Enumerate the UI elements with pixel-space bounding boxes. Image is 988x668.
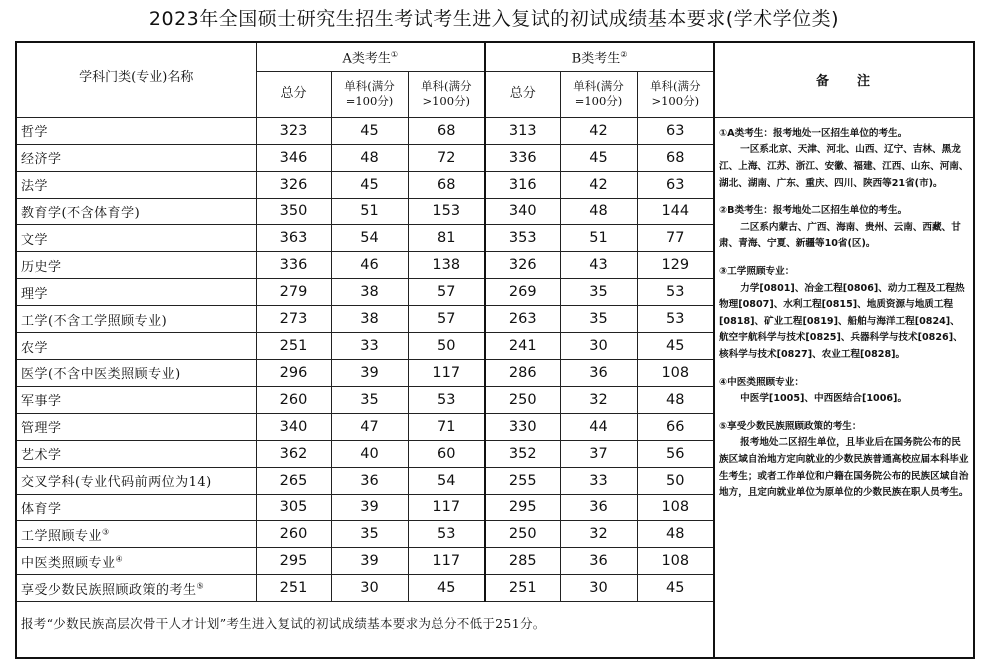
b-single-gt100-score: 66 [637,413,714,440]
a-total-score: 251 [256,575,331,602]
b-single-gt100-score: 45 [637,575,714,602]
b-single-100-score: 35 [560,306,637,333]
a-single-gt100-score: 53 [408,386,485,413]
b-total-score: 336 [485,144,560,171]
subject-name-text: 工学照顾专业 [21,528,103,544]
b-single-gt100-score: 68 [637,144,714,171]
b-total-score: 285 [485,548,560,575]
b-single-gt100-score: 129 [637,252,714,279]
note-mark: ③ [102,527,110,537]
note-heading: ④中医类照顾专业： [719,376,804,388]
b-single-gt100-score: 63 [637,171,714,198]
a-total-score: 260 [256,521,331,548]
b-total-score: 269 [485,279,560,306]
b-single-gt100-score: 63 [637,117,714,144]
subject-name-text: 艺术学 [21,448,62,464]
subject-name-text: 法学 [21,179,49,195]
subject-name [16,144,256,171]
a-single-gt100-score: 60 [408,440,485,467]
a-total-score: 336 [256,252,331,279]
b-single-gt100-header [637,71,714,117]
note-body: 中医学[1005]、中西医结合[1006]。 [740,393,908,405]
subject-name-text: 经济学 [21,152,62,168]
page-title: 2023年全国硕士研究生招生考试考生进入复试的初试成绩基本要求(学术学位类) [148,8,840,30]
b-total-score: 326 [485,252,560,279]
subject-name [16,279,256,306]
a-single-100-score: 33 [331,333,408,360]
b-single-100-score: 30 [560,575,637,602]
a-single-100-score: 40 [331,440,408,467]
a-total-score: 296 [256,359,331,386]
subject-name-text: 管理学 [21,421,62,437]
a-single-gt100-score: 71 [408,413,485,440]
b-total-score: 250 [485,386,560,413]
a-total-score: 295 [256,548,331,575]
b-total-score: 251 [485,575,560,602]
b-total-header: 总分 [485,71,560,117]
b-single-gt100-score: 108 [637,548,714,575]
note-item [719,264,969,364]
b-single-gt100-line2: >100分) [651,94,700,109]
b-total-score: 263 [485,306,560,333]
subject-name-text: 农学 [21,340,49,356]
b-single-100-score: 36 [560,494,637,521]
b-single-gt100-score: 45 [637,333,714,360]
b-single-100-score: 35 [560,279,637,306]
subject-name-text: 中医类照顾专业 [21,555,116,571]
a-single-gt100-score: 153 [408,198,485,225]
a-single-100-score: 54 [331,225,408,252]
a-single-100-score: 51 [331,198,408,225]
a-single-gt100-score: 57 [408,279,485,306]
group-b-header [485,42,714,71]
b-single-100-score: 48 [560,198,637,225]
a-single-gt100-score: 45 [408,575,485,602]
b-single-gt100-score: 108 [637,494,714,521]
group-a-header [256,42,485,71]
group-a-label: A类考生 [342,50,391,66]
subject-name [16,225,256,252]
subject-name [16,521,256,548]
group-b-mark: ② [620,49,628,59]
a-single-100-score: 35 [331,386,408,413]
note-body: 报考地处二区招生单位，且毕业后在国务院公布的民族区域自治地方定向就业的少数民族普通高校应届本科毕业生考生；或者工作单位和户籍在国务院公布的民族区域自治地方，且定向就业单位为原单位的少数民族在职人员考生。 [719,437,969,499]
b-single-100-header [560,71,637,117]
b-total-score: 255 [485,467,560,494]
note-item [719,126,969,192]
a-single-gt100-score: 117 [408,359,485,386]
a-total-score: 340 [256,413,331,440]
a-total-score: 251 [256,333,331,360]
note-heading: ②B类考生：报考地处二区招生单位的考生。 [719,205,908,217]
subject-name-text: 享受少数民族照顾政策的考生 [21,582,197,598]
a-total-score: 305 [256,494,331,521]
a-single-gt100-score: 72 [408,144,485,171]
a-total-score: 346 [256,144,331,171]
subject-name [16,306,256,333]
subject-name [16,575,256,602]
a-single-gt100-header [408,71,485,117]
b-single-100-score: 43 [560,252,637,279]
a-single-100-score: 30 [331,575,408,602]
a-single-gt100-score: 117 [408,548,485,575]
b-total-score: 316 [485,171,560,198]
a-single-100-line2: =100分) [345,94,394,109]
a-single-100-line1: 单科(满分 [344,79,395,94]
a-single-gt100-score: 81 [408,225,485,252]
a-total-score: 350 [256,198,331,225]
b-single-100-score: 33 [560,467,637,494]
a-total-score: 362 [256,440,331,467]
b-single-100-score: 36 [560,548,637,575]
b-single-100-score: 51 [560,225,637,252]
note-mark: ④ [115,554,124,564]
subject-name [16,359,256,386]
a-single-gt100-score: 50 [408,333,485,360]
note-item [719,375,969,408]
b-total-score: 295 [485,494,560,521]
subject-name [16,494,256,521]
a-single-100-score: 39 [331,494,408,521]
b-single-100-score: 32 [560,386,637,413]
b-single-gt100-score: 48 [637,386,714,413]
subject-name [16,467,256,494]
subject-name-text: 医学(不含中医类照顾专业) [21,367,181,383]
a-single-gt100-score: 117 [408,494,485,521]
b-single-gt100-score: 144 [637,198,714,225]
a-single-gt100-score: 57 [408,306,485,333]
a-single-100-score: 38 [331,306,408,333]
a-single-gt100-score: 53 [408,521,485,548]
group-b-label: B类考生 [571,50,621,66]
a-single-100-score: 48 [331,144,408,171]
b-total-score: 352 [485,440,560,467]
a-single-100-score: 45 [331,117,408,144]
note-heading: ③工学照顾专业： [719,265,795,277]
b-single-100-score: 30 [560,333,637,360]
b-total-score: 353 [485,225,560,252]
b-single-100-score: 44 [560,413,637,440]
b-single-gt100-score: 48 [637,521,714,548]
a-total-score: 363 [256,225,331,252]
a-single-100-score: 46 [331,252,408,279]
b-single-100-score: 32 [560,521,637,548]
b-single-100-score: 45 [560,144,637,171]
footer-note: 报考“少数民族高层次骨干人才计划”考生进入复试的初试成绩基本要求为总分不低于251分。 [16,602,714,658]
b-single-gt100-score: 77 [637,225,714,252]
subject-name-text: 体育学 [21,501,62,517]
b-total-score: 241 [485,333,560,360]
a-total-score: 265 [256,467,331,494]
b-single-100-score: 42 [560,117,637,144]
subject-name [16,386,256,413]
a-total-header: 总分 [256,71,331,117]
a-single-100-score: 35 [331,521,408,548]
subject-name [16,117,256,144]
subject-name-text: 军事学 [21,394,62,410]
b-single-100-score: 42 [560,171,637,198]
subject-name-text: 历史学 [21,259,62,275]
subject-name-text: 交叉学科(专业代码前两位为14) [21,475,212,491]
subject-name [16,252,256,279]
a-total-score: 279 [256,279,331,306]
b-single-100-line2: =100分) [574,94,623,109]
subject-name [16,413,256,440]
note-body: 一区系北京、天津、河北、山西、辽宁、吉林、黑龙江、上海、江苏、浙江、安徽、福建、江西、山东、河南、湖北、湖南、广东、重庆、四川、陕西等21省(市)。 [719,144,969,189]
a-single-gt100-score: 68 [408,171,485,198]
a-single-100-score: 39 [331,359,408,386]
b-total-score: 313 [485,117,560,144]
note-heading: ⑤享受少数民族照顾政策的考生： [719,420,862,432]
note-item [719,419,969,502]
subject-name-text: 教育学(不含体育学) [21,205,141,221]
a-single-gt100-score: 68 [408,117,485,144]
b-single-gt100-score: 53 [637,279,714,306]
a-total-score: 260 [256,386,331,413]
subject-name [16,171,256,198]
a-total-score: 323 [256,117,331,144]
a-total-score: 273 [256,306,331,333]
score-table [15,41,975,659]
a-single-gt100-score: 138 [408,252,485,279]
a-single-gt100-line2: >100分) [422,94,471,109]
b-single-gt100-score: 50 [637,467,714,494]
b-single-gt100-score: 53 [637,306,714,333]
b-single-gt100-line1: 单科(满分 [650,79,701,94]
subject-header-label: 学科门类(专业)名称 [79,70,194,85]
b-single-gt100-score: 56 [637,440,714,467]
b-single-gt100-score: 108 [637,359,714,386]
note-body: 力学[0801]、冶金工程[0806]、动力工程及工程热物理[0807]、水利工程[0815]、地质资源与地质工程[0818]、矿业工程[0819]、船舶与海洋工程[0824]、航空宇航科学与技术[0825]、兵器科学与技术[0826]、核科学与技术[0827]、农业工程[0828]。 [719,282,965,360]
b-total-score: 340 [485,198,560,225]
a-single-100-score: 38 [331,279,408,306]
note-mark: ⑤ [196,581,205,591]
a-single-gt100-line1: 单科(满分 [421,79,472,94]
subject-name [16,333,256,360]
subject-name-text: 工学(不含工学照顾专业) [21,313,168,329]
b-total-score: 330 [485,413,560,440]
b-single-100-line1: 单科(满分 [573,79,624,94]
note-heading: ①A类考生：报考地处一区招生单位的考生。 [719,127,908,139]
table-row [16,117,974,144]
subject-name-text: 哲学 [21,125,49,141]
subject-name-text: 文学 [21,232,49,248]
subject-name [16,548,256,575]
subject-name [16,198,256,225]
a-single-100-score: 47 [331,413,408,440]
b-total-score: 286 [485,359,560,386]
a-single-100-score: 36 [331,467,408,494]
a-single-100-score: 45 [331,171,408,198]
a-single-gt100-score: 54 [408,467,485,494]
b-single-100-score: 37 [560,440,637,467]
subject-name [16,440,256,467]
a-single-100-header [331,71,408,117]
group-a-mark: ① [390,49,399,59]
b-single-100-score: 36 [560,359,637,386]
a-total-score: 326 [256,171,331,198]
note-item [719,203,969,253]
notes-cell [714,117,974,658]
subject-name-text: 理学 [21,286,49,302]
subject-column-header [16,42,256,117]
note-body: 二区系内蒙古、广西、海南、贵州、云南、西藏、甘肃、青海、宁夏、新疆等10省(区)。 [719,221,961,250]
notes-header: 备注 [714,42,974,117]
a-single-100-score: 39 [331,548,408,575]
b-total-score: 250 [485,521,560,548]
